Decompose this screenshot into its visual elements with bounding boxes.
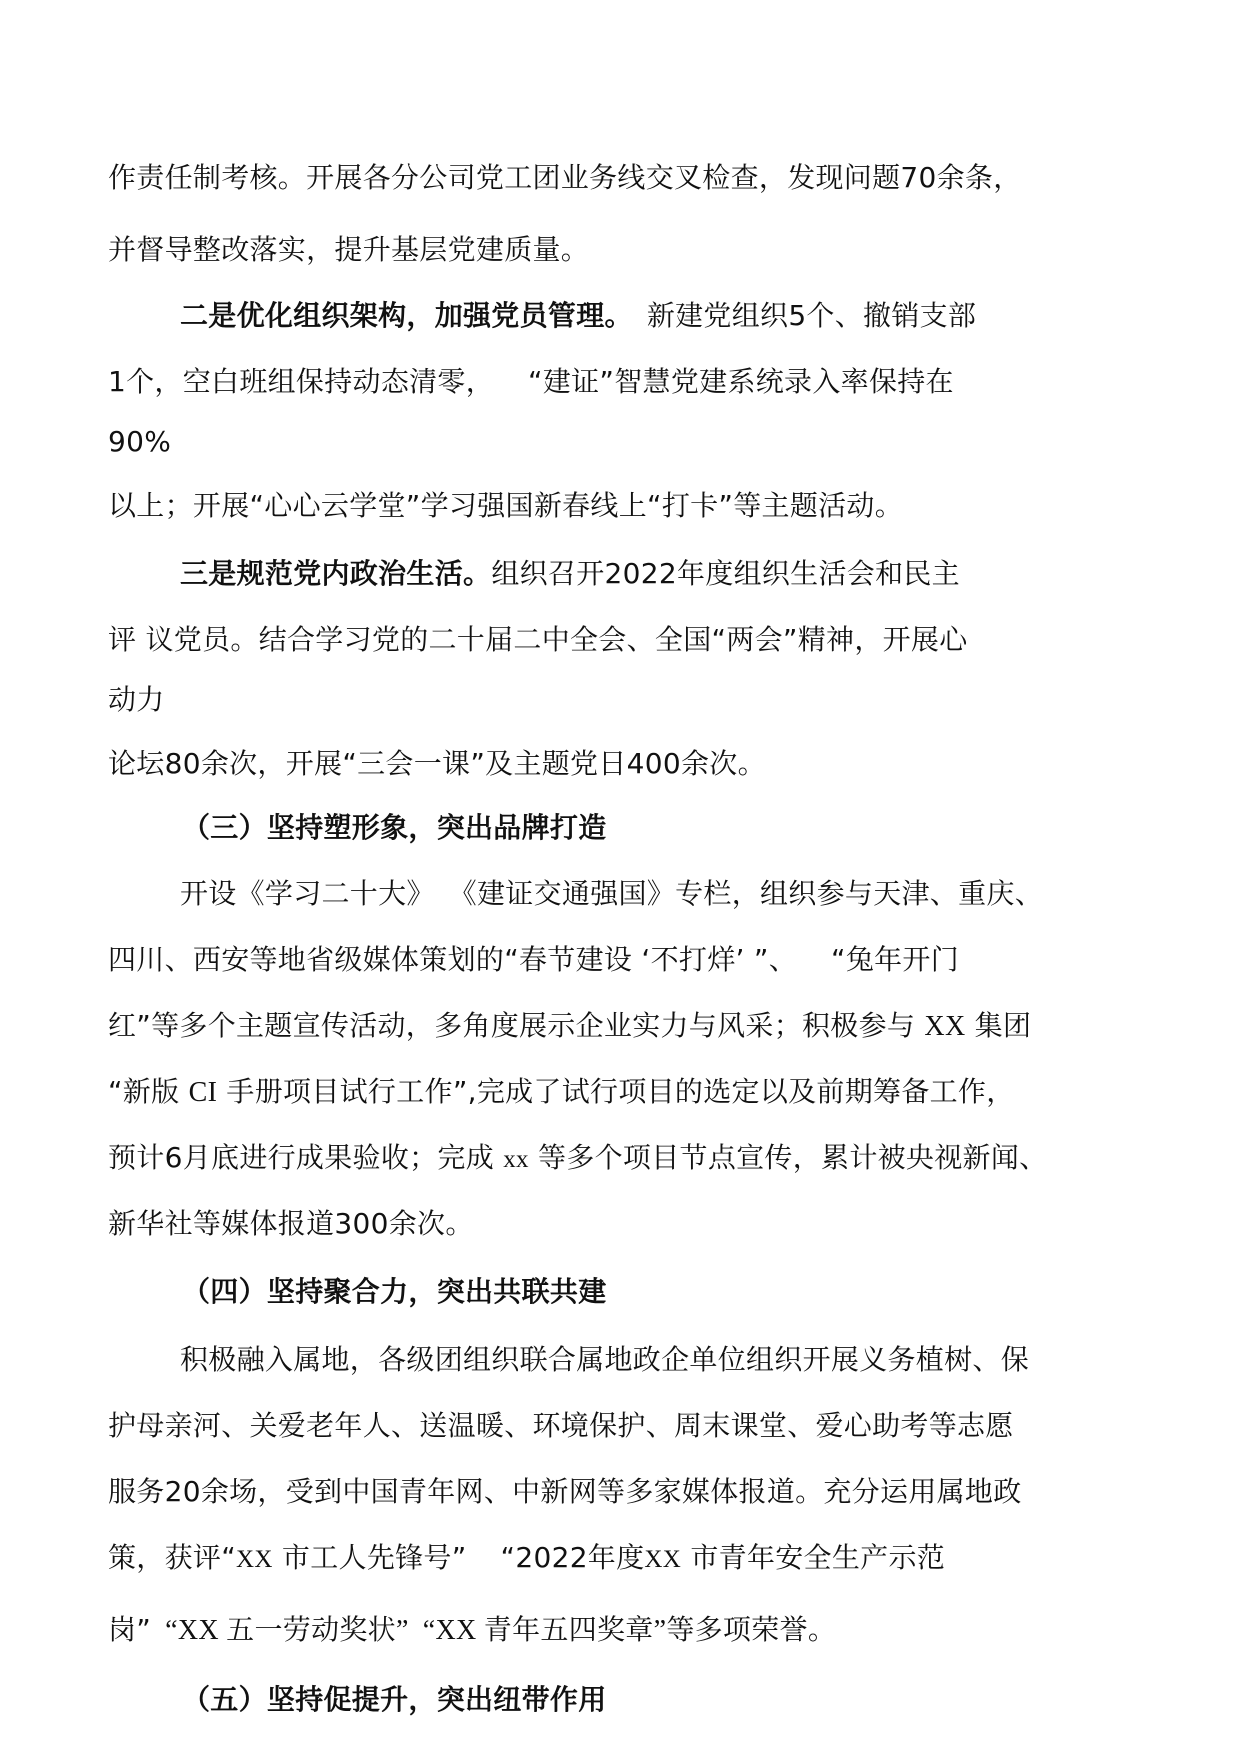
paragraph-line xyxy=(108,1006,1031,1046)
placeholder-text: xx xyxy=(503,1146,529,1173)
paragraph-text: 市工人先锋号” xyxy=(272,1541,467,1574)
paragraph-text: 开设《学习二十大》 xyxy=(180,877,435,910)
paragraph-text: “XX 五一劳动奖状” xyxy=(165,1615,409,1646)
paragraph-line xyxy=(108,1538,945,1578)
paragraph-heading: 三是规范党内政治生活。 xyxy=(180,557,492,590)
paragraph-line xyxy=(108,940,959,980)
paragraph-text: “XX 青年五四奖章”等多项荣誉。 xyxy=(422,1615,837,1646)
paragraph-line xyxy=(180,554,960,594)
paragraph-line: 评 议党员。结合学习党的二十届二中全会、全国“两会”精神，开展心 xyxy=(108,623,968,656)
paragraph-text: 新建党组织5个、撤销支部 xyxy=(646,299,977,332)
paragraph-line xyxy=(108,1072,1015,1112)
paragraph-text: “新版 xyxy=(108,1075,189,1108)
section-heading: （五）坚持促提升，突出纽带作用 xyxy=(182,1683,607,1716)
paragraph-line xyxy=(108,1610,836,1650)
abbreviation-text: CI xyxy=(188,1077,218,1108)
paragraph-line xyxy=(108,1138,1047,1178)
section-heading: （三）坚持塑形象，突出品牌打造 xyxy=(182,811,607,844)
paragraph-heading: 二是优化组织架构，加强党员管理。 xyxy=(180,299,633,332)
paragraph-line: 服务20余场，受到中国青年网、中新网等多家媒体报道。充分运用属地政 xyxy=(108,1475,1022,1508)
paragraph-line: 以上；开展“心心云学堂”学习强国新春线上“打卡”等主题活动。 xyxy=(108,489,904,522)
paragraph-text: 策，获评“ xyxy=(108,1541,237,1574)
paragraph-text: “2022年度 xyxy=(500,1541,645,1574)
paragraph-line: 90% xyxy=(108,425,172,458)
paragraph-line xyxy=(180,874,1043,914)
paragraph-text: “建证”智慧党建系统录入率保持在 xyxy=(528,365,954,398)
paragraph-text: 1个，空白班组保持动态清零， xyxy=(108,365,495,398)
paragraph-text: 手册项目试行工作”,完成了试行项目的选定以及前期筹备工作， xyxy=(217,1075,1015,1108)
paragraph-text: 等多个项目节点宣传，累计被央视新闻、 xyxy=(528,1141,1048,1174)
placeholder-text: XX xyxy=(644,1546,682,1573)
section-heading: （四）坚持聚合力，突出共联共建 xyxy=(182,1275,607,1308)
paragraph-line: 并督导整改落实，提升基层党建质量。 xyxy=(108,233,590,266)
paragraph-text: 《建证交通强国》专栏，组织参与天津、重庆、 xyxy=(448,877,1044,910)
paragraph-line: 积极融入属地，各级团组织联合属地政企单位组织开展义务植树、保 xyxy=(180,1343,1030,1376)
placeholder-text: XX xyxy=(924,1011,966,1042)
paragraph-line: 新华社等媒体报道300余次。 xyxy=(108,1207,474,1240)
paragraph-line: 护母亲河、关爱老年人、送温暖、环境保护、周末课堂、爱心助考等志愿 xyxy=(108,1409,1014,1442)
paragraph-line xyxy=(180,296,976,336)
paragraph-line: 论坛80余次，开展“三会一课”及主题党日400余次。 xyxy=(108,747,766,780)
paragraph-text: 市青年安全生产示范 xyxy=(681,1541,946,1574)
paragraph-line xyxy=(108,362,954,402)
paragraph-text: 预计6月底进行成果验收；完成 xyxy=(108,1141,504,1174)
paragraph-line: 作责任制考核。开展各分公司党工团业务线交叉检查，发现问题70余条， xyxy=(108,161,1022,194)
paragraph-line: 动力 xyxy=(108,683,165,716)
paragraph-text: 集团 xyxy=(965,1009,1032,1042)
paragraph-text: “兔年开门 xyxy=(831,943,960,976)
paragraph-text: 四川、西安等地省级媒体策划的“春节建设 ‘不打烊’ ”、 xyxy=(108,943,798,976)
paragraph-text: 红”等多个主题宣传活动，多角度展示企业实力与风采；积极参与 xyxy=(108,1009,925,1042)
paragraph-text: 岗” xyxy=(108,1613,152,1646)
placeholder-text: XX xyxy=(236,1546,273,1573)
paragraph-text: 组织召开2022年度组织生活会和民主 xyxy=(491,557,960,590)
